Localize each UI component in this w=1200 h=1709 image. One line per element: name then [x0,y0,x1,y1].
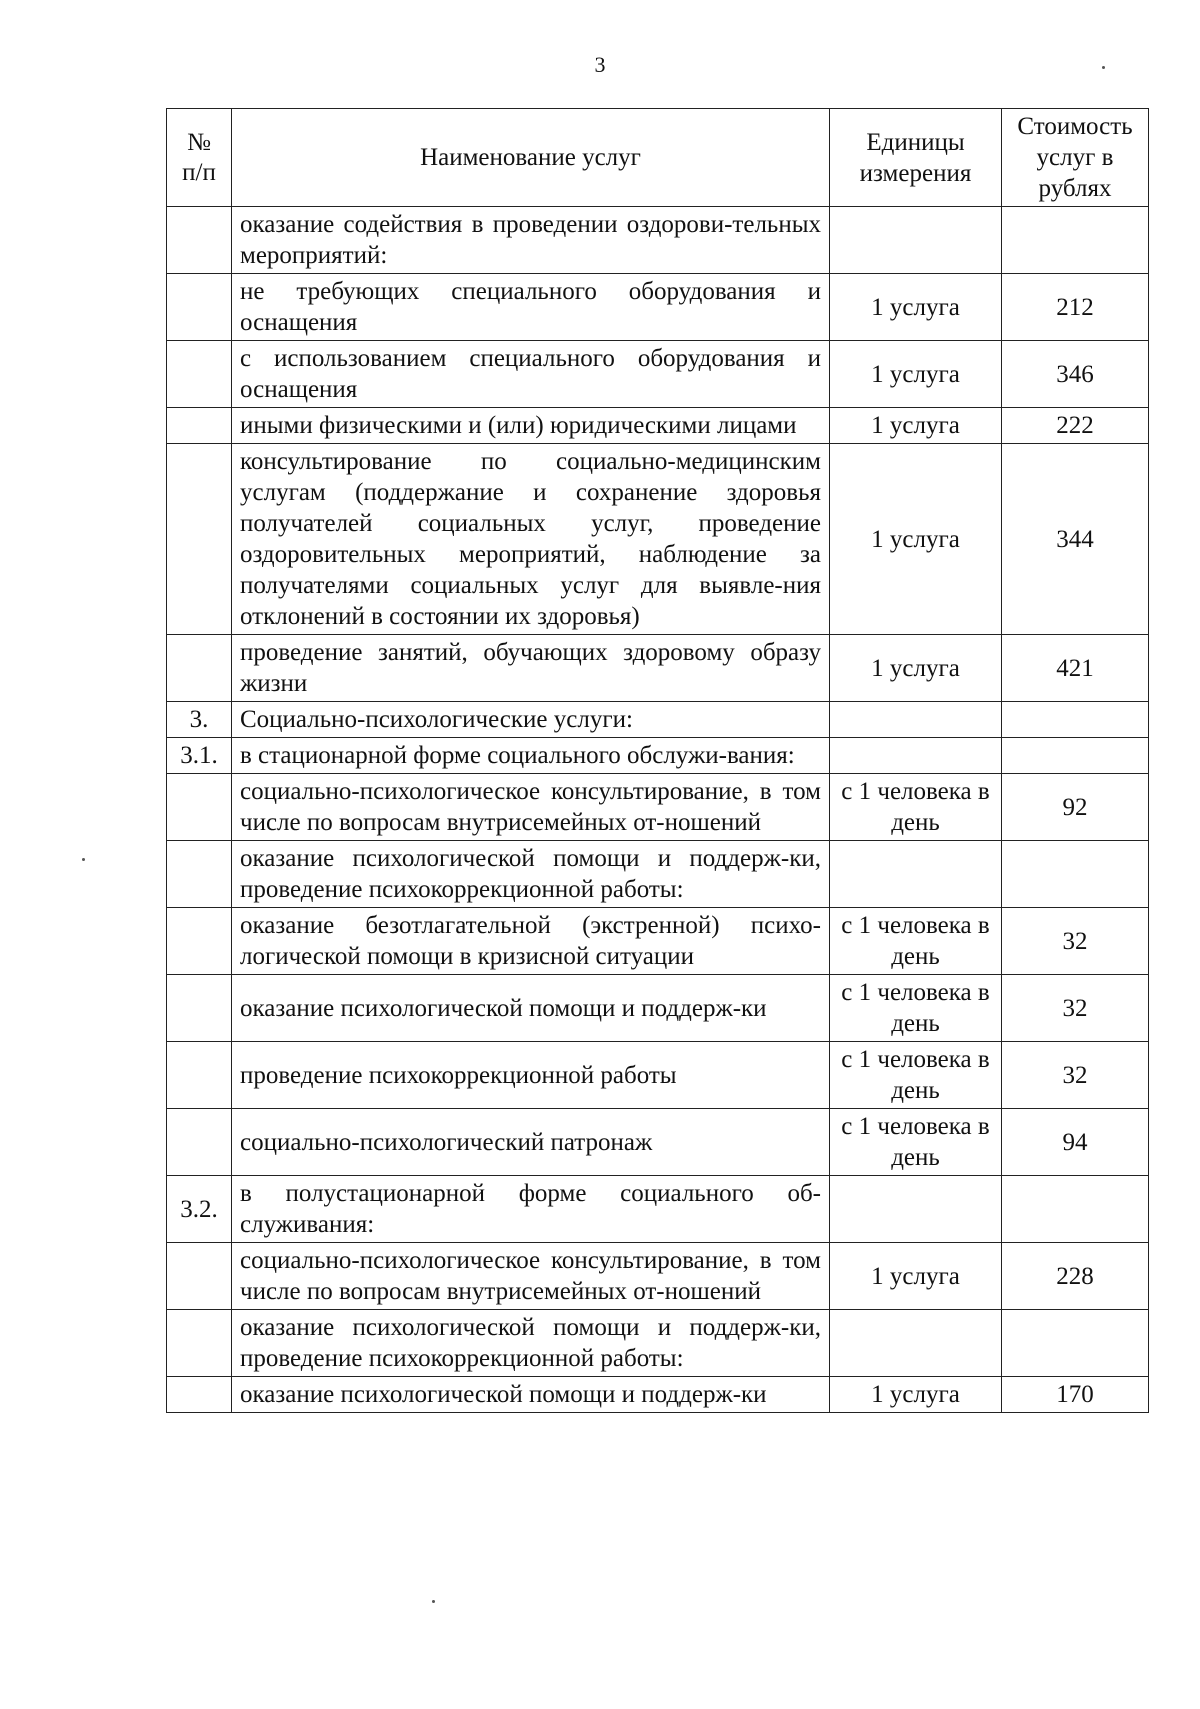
service-unit [830,702,1002,738]
table-row [167,1310,1149,1377]
service-name: оказание психологической помощи и поддерж-ки, проведение психокоррекционной работы: [232,841,830,908]
service-unit: с 1 человека в день [830,1042,1002,1109]
row-number [167,1377,232,1413]
service-unit: с 1 человека в день [830,1109,1002,1176]
subsection-title: в полустационарной форме социального об-служивания: [232,1176,830,1243]
header-number: № п/п [167,109,232,207]
row-number [167,635,232,702]
service-cost: 32 [1002,1042,1149,1109]
service-cost: 32 [1002,975,1149,1042]
service-unit: 1 услуга [830,1243,1002,1310]
row-number [167,1109,232,1176]
service-name: оказание безотлагательной (экстренной) психо-логической помощи в кризисной ситуации [232,908,830,975]
section-row [167,702,1149,738]
table-row [167,841,1149,908]
service-cost [1002,1176,1149,1243]
service-name: иными физическими и (или) юридическими лицами [232,408,830,444]
row-number [167,908,232,975]
table-header-row [167,109,1149,207]
service-unit [830,207,1002,274]
service-cost: 212 [1002,274,1149,341]
service-cost [1002,1310,1149,1377]
table-row [167,774,1149,841]
service-unit [830,1176,1002,1243]
table-row [167,207,1149,274]
service-unit: 1 услуга [830,444,1002,635]
service-name: проведение психокоррекционной работы [232,1042,830,1109]
row-number: 3.2. [167,1176,232,1243]
row-number: 3. [167,702,232,738]
row-number [167,841,232,908]
row-number [167,207,232,274]
row-number [167,274,232,341]
table-row [167,1042,1149,1109]
service-name: социально-психологический патронаж [232,1109,830,1176]
row-number [167,408,232,444]
service-unit: с 1 человека в день [830,774,1002,841]
table-row [167,975,1149,1042]
service-unit [830,841,1002,908]
service-cost [1002,207,1149,274]
row-number [167,1243,232,1310]
service-name: проведение занятий, обучающих здоровому образу жизни [232,635,830,702]
service-name: социально-психологическое консультирование, в том числе по вопросам внутрисемейных от-ношений [232,1243,830,1310]
service-name: оказание психологической помощи и поддерж-ки [232,975,830,1042]
row-number [167,341,232,408]
table-row [167,1377,1149,1413]
service-unit: 1 услуга [830,408,1002,444]
scan-speck [1102,66,1105,69]
service-cost [1002,702,1149,738]
table-row [167,1109,1149,1176]
service-name: оказание содействия в проведении оздорови-тельных мероприятий: [232,207,830,274]
service-cost: 228 [1002,1243,1149,1310]
table-row [167,1243,1149,1310]
header-service-name: Наименование услуг [232,109,830,207]
service-unit [830,738,1002,774]
service-cost: 94 [1002,1109,1149,1176]
subsection-row [167,1176,1149,1243]
subsection-row [167,738,1149,774]
service-unit: с 1 человека в день [830,908,1002,975]
row-number: 3.1. [167,738,232,774]
service-name: оказание психологической помощи и поддерж-ки, проведение психокоррекционной работы: [232,1310,830,1377]
table-row [167,908,1149,975]
header-cost: Стоимость услуг в рублях [1002,109,1149,207]
table-row [167,408,1149,444]
service-unit: с 1 человека в день [830,975,1002,1042]
service-cost: 346 [1002,341,1149,408]
table-row [167,444,1149,635]
services-price-table [166,108,1149,1413]
scan-speck [82,858,85,861]
service-unit: 1 услуга [830,1377,1002,1413]
header-unit: Единицы измерения [830,109,1002,207]
service-cost: 344 [1002,444,1149,635]
table-row [167,635,1149,702]
service-cost: 32 [1002,908,1149,975]
service-cost: 222 [1002,408,1149,444]
service-name: с использованием специального оборудования и оснащения [232,341,830,408]
row-number [167,1310,232,1377]
service-cost: 421 [1002,635,1149,702]
subsection-title: в стационарной форме социального обслужи-вания: [232,738,830,774]
service-cost [1002,738,1149,774]
scan-speck [432,1600,435,1603]
service-unit [830,1310,1002,1377]
row-number [167,444,232,635]
service-cost [1002,841,1149,908]
service-cost: 170 [1002,1377,1149,1413]
service-name: социально-психологическое консультирование, в том числе по вопросам внутрисемейных от-ношений [232,774,830,841]
service-name: оказание психологической помощи и поддерж-ки [232,1377,830,1413]
table-row [167,341,1149,408]
service-unit: 1 услуга [830,635,1002,702]
row-number [167,975,232,1042]
service-name: консультирование по социально-медицинским услугам (поддержание и сохранение здоровья получателей социальных услуг, проведение оздоровительных мероприятий, наблюдение за получателями социальных услуг для выявле-ния отклонений в состоянии их здоровья) [232,444,830,635]
service-unit: 1 услуга [830,274,1002,341]
service-cost: 92 [1002,774,1149,841]
section-title: Социально-психологические услуги: [232,702,830,738]
service-unit: 1 услуга [830,341,1002,408]
page-number: 3 [594,52,606,77]
table-row [167,274,1149,341]
row-number [167,1042,232,1109]
service-name: не требующих специального оборудования и оснащения [232,274,830,341]
row-number [167,774,232,841]
